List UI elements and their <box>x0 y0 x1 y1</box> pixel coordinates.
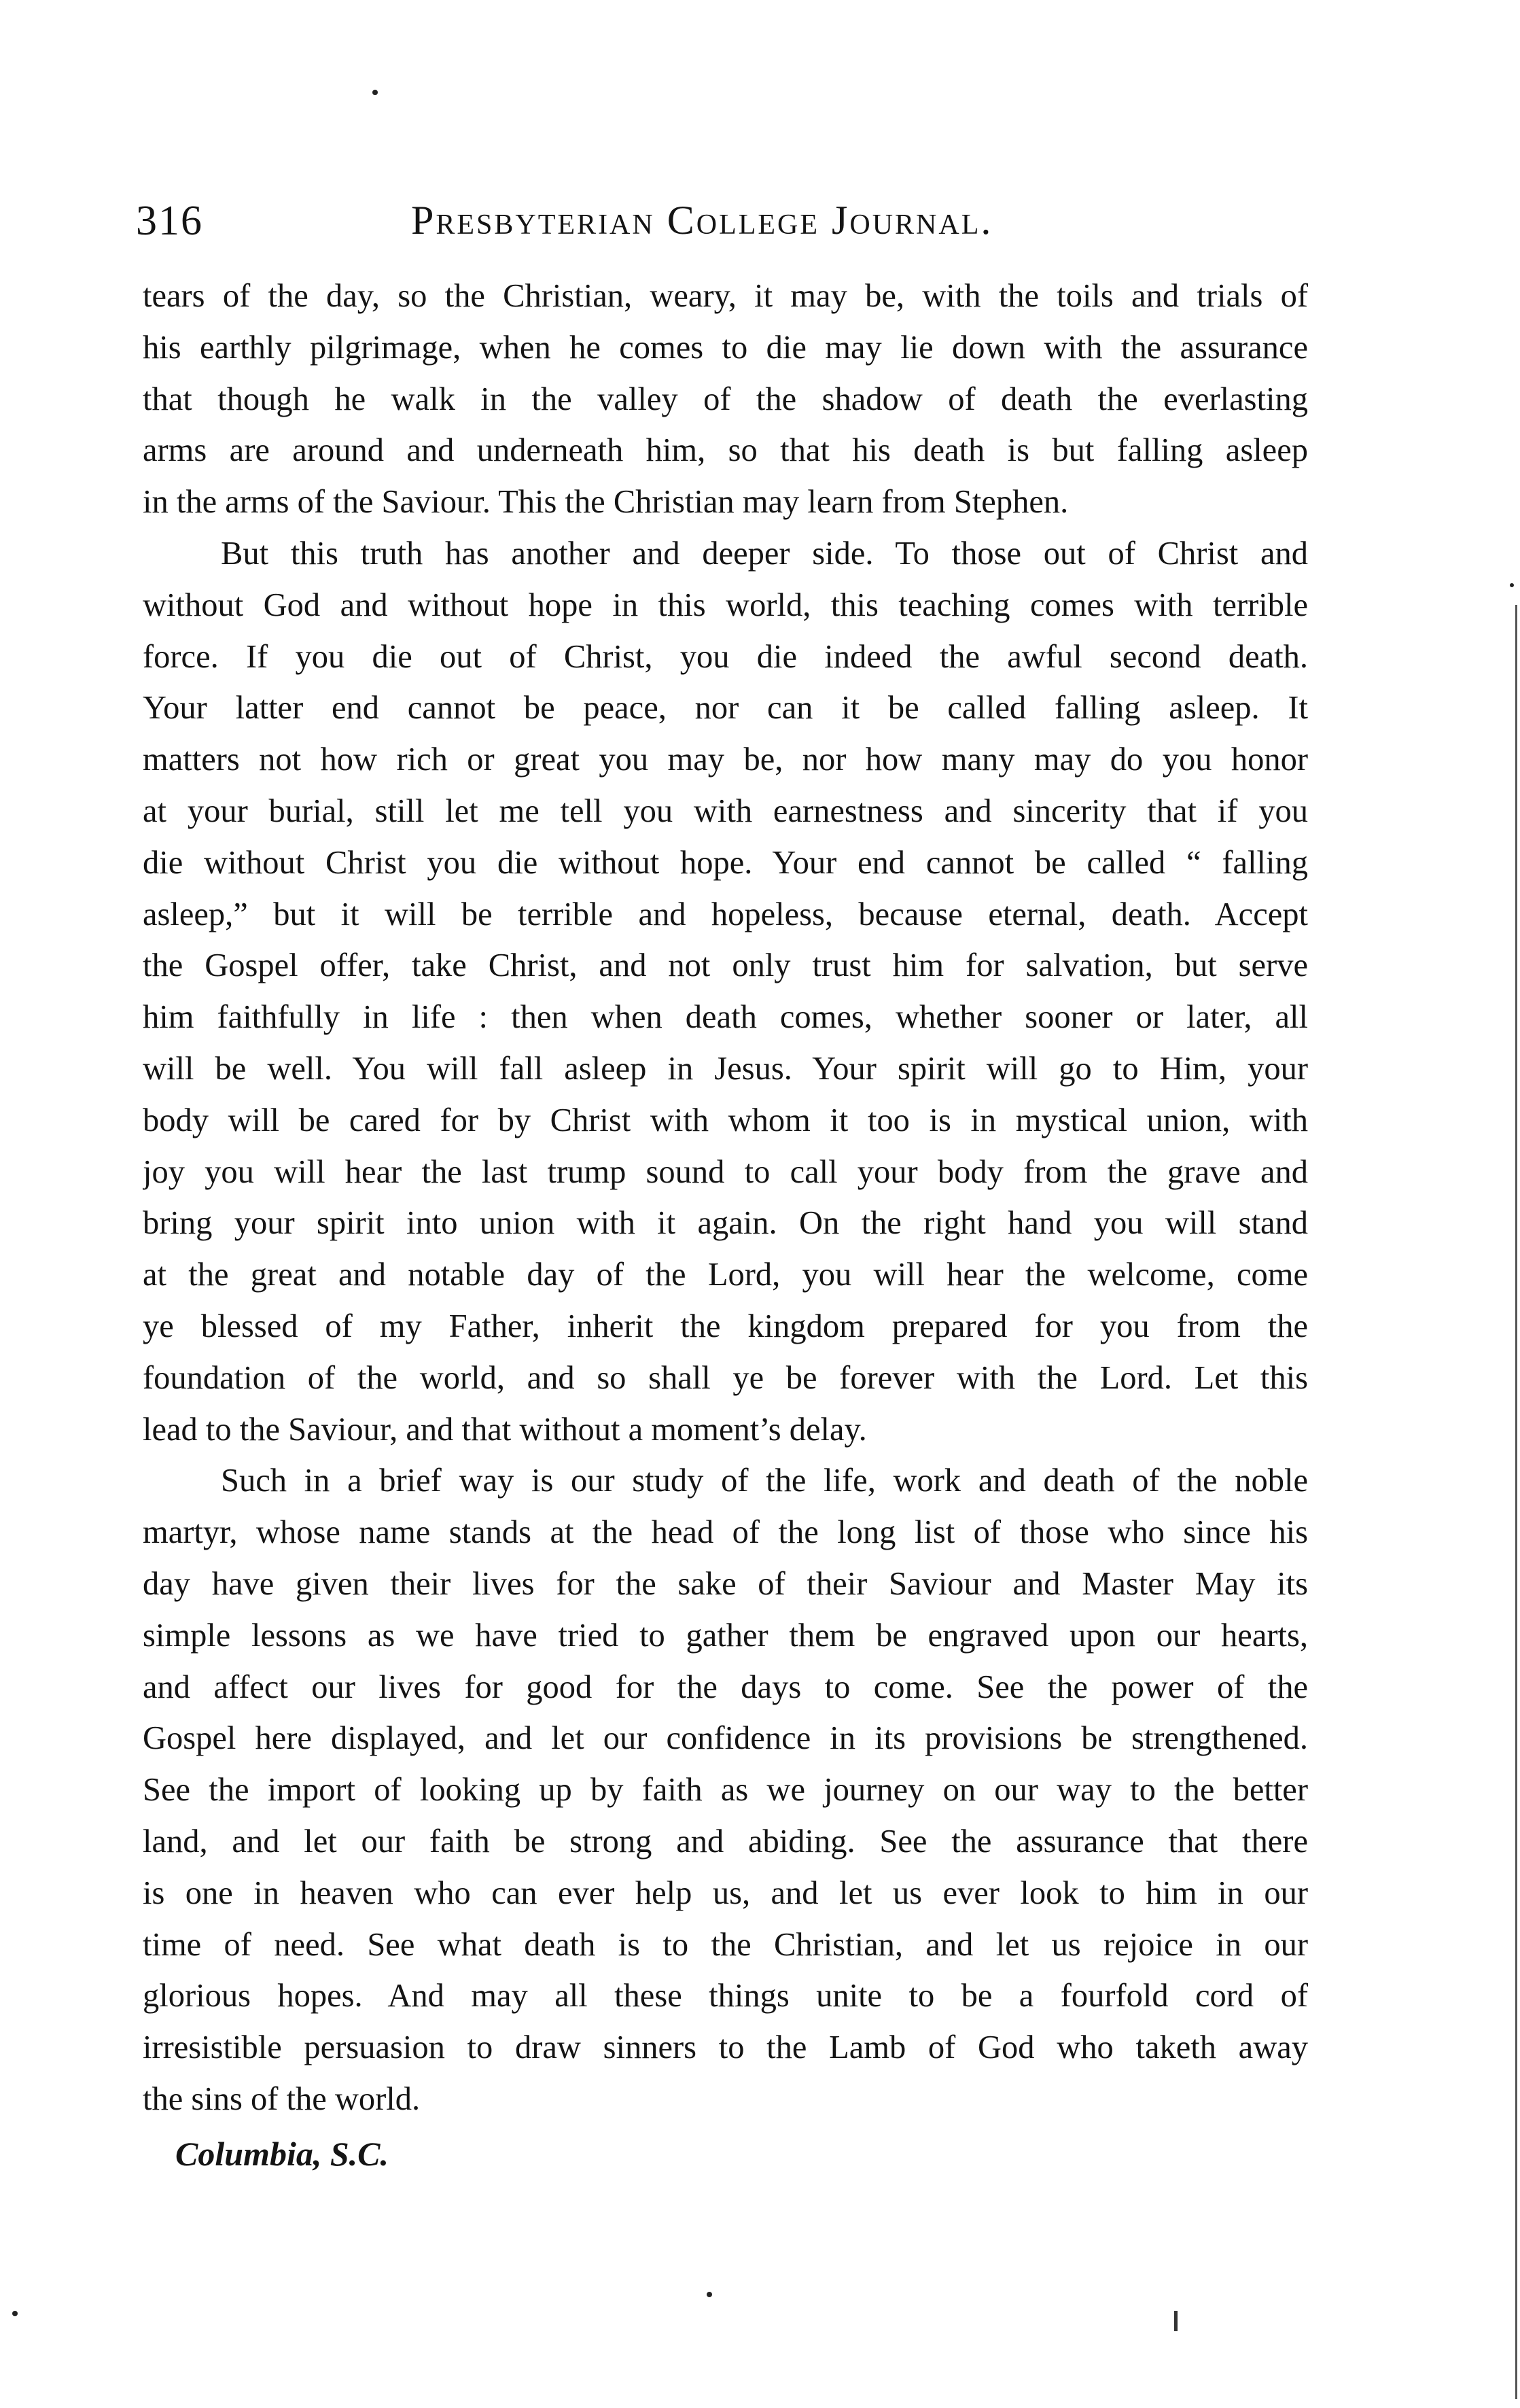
text-line: ye blessed of my Father, inherit the kingdom prepared for you from the <box>143 1308 1308 1344</box>
text-line: the Gospel offer, take Christ, and not only trust him for salvation, but serve <box>143 947 1308 984</box>
text-line: simple lessons as we have tried to gather them be engraved upon our hearts, <box>143 1617 1308 1654</box>
text-line: that though he walk in the valley of the shadow of death the everlasting <box>143 381 1308 417</box>
text-line: is one in heaven who can ever help us, and let us ever look to him in our <box>143 1874 1308 1911</box>
text-line: irresistible persuasion to draw sinners to the Lamb of God who taketh away <box>143 2029 1308 2066</box>
scan-edge-mark-bottom-right <box>1174 2311 1178 2331</box>
page-number: 316 <box>136 198 203 244</box>
text-line: day have given their lives for the sake of their Saviour and Master May its <box>143 1565 1308 1602</box>
text-line: at the great and notable day of the Lord, you will hear the welcome, come <box>143 1257 1308 1293</box>
text-line: him faithfully in life : then when death comes, whether sooner or later, all <box>143 999 1308 1036</box>
text-line: Such in a brief way is our study of the life, work and death of the noble <box>221 1463 1308 1499</box>
text-line: tears of the day, so the Christian, weary, it may be, with the toils and trials of <box>143 278 1308 314</box>
text-line: bring your spirit into union with it again. On the right hand you will stand <box>143 1205 1308 1242</box>
text-line: die without Christ you die without hope. Your end cannot be called “ falling <box>143 844 1308 881</box>
scan-edge-mark-right <box>1515 605 1517 2399</box>
paragraph-1 <box>143 271 1308 528</box>
text-line: without God and without hope in this world, this teaching comes with terrible <box>143 587 1308 623</box>
text-line: Your latter end cannot be peace, nor can it be called falling asleep. It <box>143 690 1308 727</box>
text-line: arms are around and underneath him, so that his death is but falling asleep <box>143 432 1308 469</box>
text-line: will be well. You will fall asleep in Jesus. Your spirit will go to Him, your <box>143 1050 1308 1087</box>
scan-speck-top <box>372 90 378 95</box>
text-line: force. If you die out of Christ, you die indeed the awful second death. <box>143 638 1308 675</box>
running-title: Presbyterian College Journal. <box>411 198 993 243</box>
text-line: See the import of looking up by faith as we journey on our way to the better <box>143 1772 1308 1809</box>
body-text <box>143 271 1308 2125</box>
text-line: matters not how rich or great you may be, nor how many may do you honor <box>143 741 1308 778</box>
page-header <box>136 190 1291 265</box>
signature-place: Columbia, S.C. <box>175 2135 389 2173</box>
text-line: But this truth has another and deeper side. To those out of Christ and <box>221 535 1308 572</box>
paragraph-3 <box>143 1455 1308 2125</box>
text-line: the sins of the world. <box>143 2080 421 2117</box>
text-line: lead to the Saviour, and that without a moment’s delay. <box>143 1411 867 1448</box>
text-line: asleep,” but it will be terrible and hopeless, because eternal, death. Accept <box>143 896 1308 932</box>
text-line: time of need. See what death is to the Christian, and let us rejoice in our <box>143 1926 1308 1963</box>
text-line: body will be cared for by Christ with whom it too is in mystical union, with <box>143 1102 1308 1138</box>
text-line: land, and let our faith be strong and abiding. See the assurance that there <box>143 1823 1308 1860</box>
text-line: at your burial, still let me tell you with earnestness and sincerity that if you <box>143 792 1308 829</box>
paragraph-2 <box>143 528 1308 1455</box>
text-line: his earthly pilgrimage, when he comes to die may lie down with the assurance <box>143 329 1308 366</box>
scan-speck-bottom-center <box>707 2292 712 2297</box>
text-line: glorious hopes. And may all these things unite to be a fourfold cord of <box>143 1978 1308 2014</box>
text-line: martyr, whose name stands at the head of the long list of those who since his <box>143 1514 1308 1551</box>
scan-speck-bottom-left <box>12 2311 18 2316</box>
text-line: in the arms of the Saviour. This the Christian may learn from Stephen. <box>143 484 1069 521</box>
text-line: foundation of the world, and so shall ye be forever with the Lord. Let this <box>143 1359 1308 1396</box>
text-line: Gospel here displayed, and let our confidence in its provisions be strengthened. <box>143 1720 1308 1757</box>
text-line: joy you will hear the last trump sound to call your body from the grave and <box>143 1153 1308 1190</box>
scan-speck-right <box>1510 583 1514 587</box>
text-line: and affect our lives for good for the days to come. See the power of the <box>143 1669 1308 1705</box>
